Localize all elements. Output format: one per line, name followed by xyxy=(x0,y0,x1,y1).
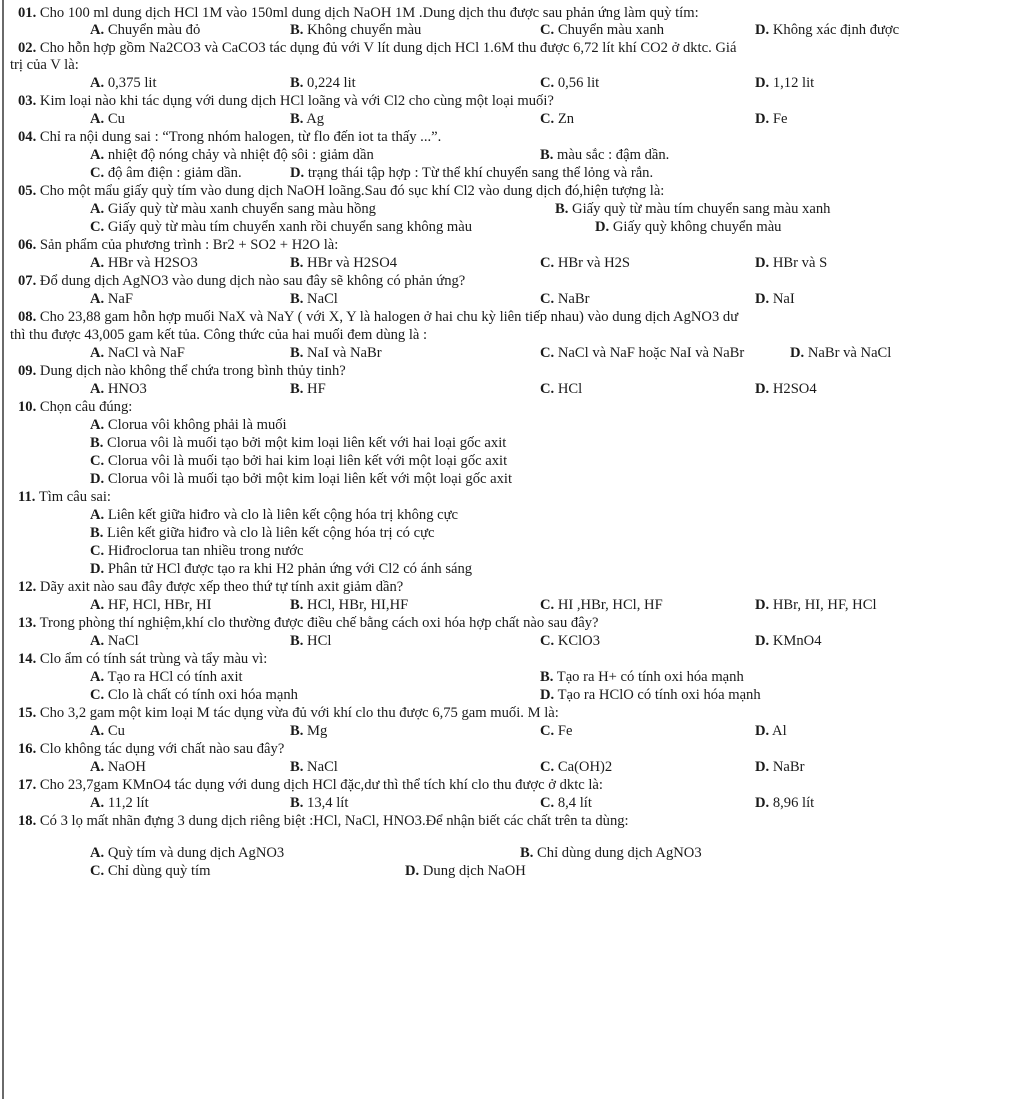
question-13-option-d: D. KMnO4 xyxy=(755,633,822,649)
question-7-option-d: D. NaI xyxy=(755,291,795,307)
question-15-option-b: B. Mg xyxy=(290,723,328,739)
question-17-option-b: B. 13,4 lít xyxy=(290,795,349,811)
question-15-option-c: C. Fe xyxy=(540,723,573,739)
question-14: 14. Clo ẩm có tính sát trùng và tẩy màu vì: xyxy=(18,651,268,667)
question-2-option-c: C. 0,56 lit xyxy=(540,75,600,91)
question-12-option-a: A. HF, HCl, HBr, HI xyxy=(90,597,212,613)
question-8-option-c: C. NaCl và NaF hoặc NaI và NaBr xyxy=(540,345,745,361)
question-12: 12. Dãy axit nào sau đây được xếp theo thứ tự tính axit giảm dần? xyxy=(18,579,404,595)
question-6-option-b: B. HBr và H2SO4 xyxy=(290,255,398,271)
question-16: 16. Clo không tác dụng với chất nào sau đây? xyxy=(18,741,285,757)
question-5-option-c: C. Giấy quỳ từ màu tím chuyển xanh rồi chuyển sang không màu xyxy=(90,219,473,235)
question-16-option-a: A. NaOH xyxy=(90,759,146,775)
question-7: 07. Đổ dung dịch AgNO3 vào dung dịch nào sau đây sẽ không có phản ứng? xyxy=(18,273,466,289)
question-18-option-c: C. Chỉ dùng quỳ tím xyxy=(90,863,211,879)
question-9-option-c: C. HCl xyxy=(540,381,583,397)
question-11-option-c: C. Hiđroclorua tan nhiều trong nước xyxy=(90,543,304,559)
question-9-option-b: B. HF xyxy=(290,381,326,397)
question-3-option-a: A. Cu xyxy=(90,111,125,127)
question-2: 02. Cho hỗn hợp gồm Na2CO3 và CaCO3 tác dụng đủ với V lít dung dịch HCl 1.6M thu được 6,72 lít khí CO2 ở dktc. Giá xyxy=(18,40,737,56)
question-1-option-b: B. Không chuyển màu xyxy=(290,22,422,38)
question-17-option-a: A. 11,2 lít xyxy=(90,795,149,811)
question-7-option-c: C. NaBr xyxy=(540,291,590,307)
question-14-option-b: B. Tạo ra H+ có tính oxi hóa mạnh xyxy=(540,669,744,685)
question-3: 03. Kim loại nào khi tác dụng với dung dịch HCl loãng và với Cl2 cho cùng một loại muối? xyxy=(18,93,554,109)
question-11: 11. Tìm câu sai: xyxy=(18,489,111,505)
question-15-option-d: D. Al xyxy=(755,723,787,739)
question-3-option-b: B. Ag xyxy=(290,111,325,127)
question-11-option-d: D. Phân tử HCl được tạo ra khi H2 phản ứng với Cl2 có ánh sáng xyxy=(90,561,473,577)
question-6-option-d: D. HBr và S xyxy=(755,255,828,271)
question-14-option-d: D. Tạo ra HClO có tính oxi hóa mạnh xyxy=(540,687,761,703)
question-14-option-c: C. Clo là chất có tính oxi hóa mạnh xyxy=(90,687,298,703)
question-5: 05. Cho một mẩu giấy quỳ tím vào dung dịch NaOH loãng.Sau đó sục khí Cl2 vào dung dịch đó,hiện tượng là: xyxy=(18,183,665,199)
question-2-continuation: trị của V là: xyxy=(10,57,79,73)
question-18-option-d: D. Dung dịch NaOH xyxy=(405,863,526,879)
question-13: 13. Trong phòng thí nghiệm,khí clo thường được điều chế bằng cách oxi hóa hợp chất nào sau đây? xyxy=(18,615,599,631)
question-18-option-b: B. Chỉ dùng dung dịch AgNO3 xyxy=(520,845,702,861)
question-11-option-a: A. Liên kết giữa hiđro và clo là liên kết cộng hóa trị không cực xyxy=(90,507,459,523)
question-16-option-b: B. NaCl xyxy=(290,759,338,775)
question-1: 01. Cho 100 ml dung dịch HCl 1M vào 150ml dung dịch NaOH 1M .Dung dịch thu được sau phản ứng làm quỳ tím: xyxy=(18,5,699,21)
question-6-option-c: C. HBr và H2S xyxy=(540,255,631,271)
question-5-option-b: B. Giấy quỳ từ màu tím chuyển sang màu xanh xyxy=(555,201,831,217)
question-10: 10. Chọn câu đúng: xyxy=(18,399,133,415)
question-5-option-d: D. Giấy quỳ không chuyển màu xyxy=(595,219,782,235)
question-12-option-d: D. HBr, HI, HF, HCl xyxy=(755,597,877,613)
question-4-option-d: D. trạng thái tập hợp : Từ thể khí chuyển sang thể lỏng và rắn. xyxy=(290,165,654,181)
question-10-option-b: B. Clorua vôi là muối tạo bởi một kim loại liên kết với hai loại gốc axit xyxy=(90,435,507,451)
question-7-option-b: B. NaCl xyxy=(290,291,338,307)
question-3-option-c: C. Zn xyxy=(540,111,575,127)
question-15-option-a: A. Cu xyxy=(90,723,125,739)
question-1-option-c: C. Chuyển màu xanh xyxy=(540,22,665,38)
question-4-option-b: B. màu sắc : đậm dần. xyxy=(540,147,670,163)
question-18-option-a: A. Quỳ tím và dung dịch AgNO3 xyxy=(90,845,285,861)
question-9-option-a: A. HNO3 xyxy=(90,381,147,397)
question-10-option-a: A. Clorua vôi không phải là muối xyxy=(90,417,287,433)
question-10-option-d: D. Clorua vôi là muối tạo bởi một kim loại liên kết với một loại gốc axit xyxy=(90,471,512,487)
question-17: 17. Cho 23,7gam KMnO4 tác dụng với dung dịch HCl đặc,dư thì thể tích khí clo thu được ở dktc là: xyxy=(18,777,603,793)
question-14-option-a: A. Tạo ra HCl có tính axit xyxy=(90,669,243,685)
question-13-option-a: A. NaCl xyxy=(90,633,139,649)
question-9-option-d: D. H2SO4 xyxy=(755,381,817,397)
question-18: 18. Có 3 lọ mất nhãn đựng 3 dung dịch riêng biệt :HCl, NaCl, HNO3.Để nhận biết các chất trên ta dùng: xyxy=(18,813,629,829)
question-4-option-a: A. nhiệt độ nóng chảy và nhiệt độ sôi : giảm dần xyxy=(90,147,374,163)
question-10-option-c: C. Clorua vôi là muối tạo bởi hai kim loại liên kết với một loại gốc axit xyxy=(90,453,508,469)
question-2-option-b: B. 0,224 lit xyxy=(290,75,356,91)
question-4-option-c: C. độ âm điện : giảm dần. xyxy=(90,165,242,181)
question-12-option-b: B. HCl, HBr, HI,HF xyxy=(290,597,409,613)
question-9: 09. Dung dịch nào không thể chứa trong bình thủy tinh? xyxy=(18,363,346,379)
question-3-option-d: D. Fe xyxy=(755,111,788,127)
question-13-option-c: C. KClO3 xyxy=(540,633,601,649)
question-1-option-d: D. Không xác định được xyxy=(755,22,900,38)
question-16-option-c: C. Ca(OH)2 xyxy=(540,759,613,775)
question-4: 04. Chỉ ra nội dung sai : “Trong nhóm halogen, từ flo đến iot ta thấy ...”. xyxy=(18,129,442,145)
question-17-option-c: C. 8,4 lít xyxy=(540,795,592,811)
question-7-option-a: A. NaF xyxy=(90,291,133,307)
question-8: 08. Cho 23,88 gam hỗn hợp muối NaX và NaY ( với X, Y là halogen ở hai chu kỳ liên tiếp nhau) vào dung dịch AgNO3 dư xyxy=(18,309,739,325)
question-2-option-d: D. 1,12 lit xyxy=(755,75,815,91)
question-16-option-d: D. NaBr xyxy=(755,759,805,775)
question-2-option-a: A. 0,375 lit xyxy=(90,75,157,91)
question-8-option-a: A. NaCl và NaF xyxy=(90,345,185,361)
question-11-option-b: B. Liên kết giữa hiđro và clo là liên kết cộng hóa trị có cực xyxy=(90,525,435,541)
question-12-option-c: C. HI ,HBr, HCl, HF xyxy=(540,597,663,613)
question-17-option-d: D. 8,96 lít xyxy=(755,795,815,811)
question-5-option-a: A. Giấy quỳ từ màu xanh chuyển sang màu hồng xyxy=(90,201,376,217)
question-6: 06. Sản phẩm của phương trình : Br2 + SO2 + H2O là: xyxy=(18,237,339,253)
question-8-continuation: thì thu được 43,005 gam kết tủa. Công thức của hai muối đem dùng là : xyxy=(10,327,428,343)
question-13-option-b: B. HCl xyxy=(290,633,332,649)
question-15: 15. Cho 3,2 gam một kim loại M tác dụng vừa đủ với khí clo thu được 6,75 gam muối. M là: xyxy=(18,705,559,721)
question-1-option-a: A. Chuyển màu đỏ xyxy=(90,22,201,38)
page-left-border xyxy=(2,0,4,1099)
question-6-option-a: A. HBr và H2SO3 xyxy=(90,255,198,271)
question-8-option-b: B. NaI và NaBr xyxy=(290,345,382,361)
question-8-option-d: D. NaBr và NaCl xyxy=(790,345,892,361)
